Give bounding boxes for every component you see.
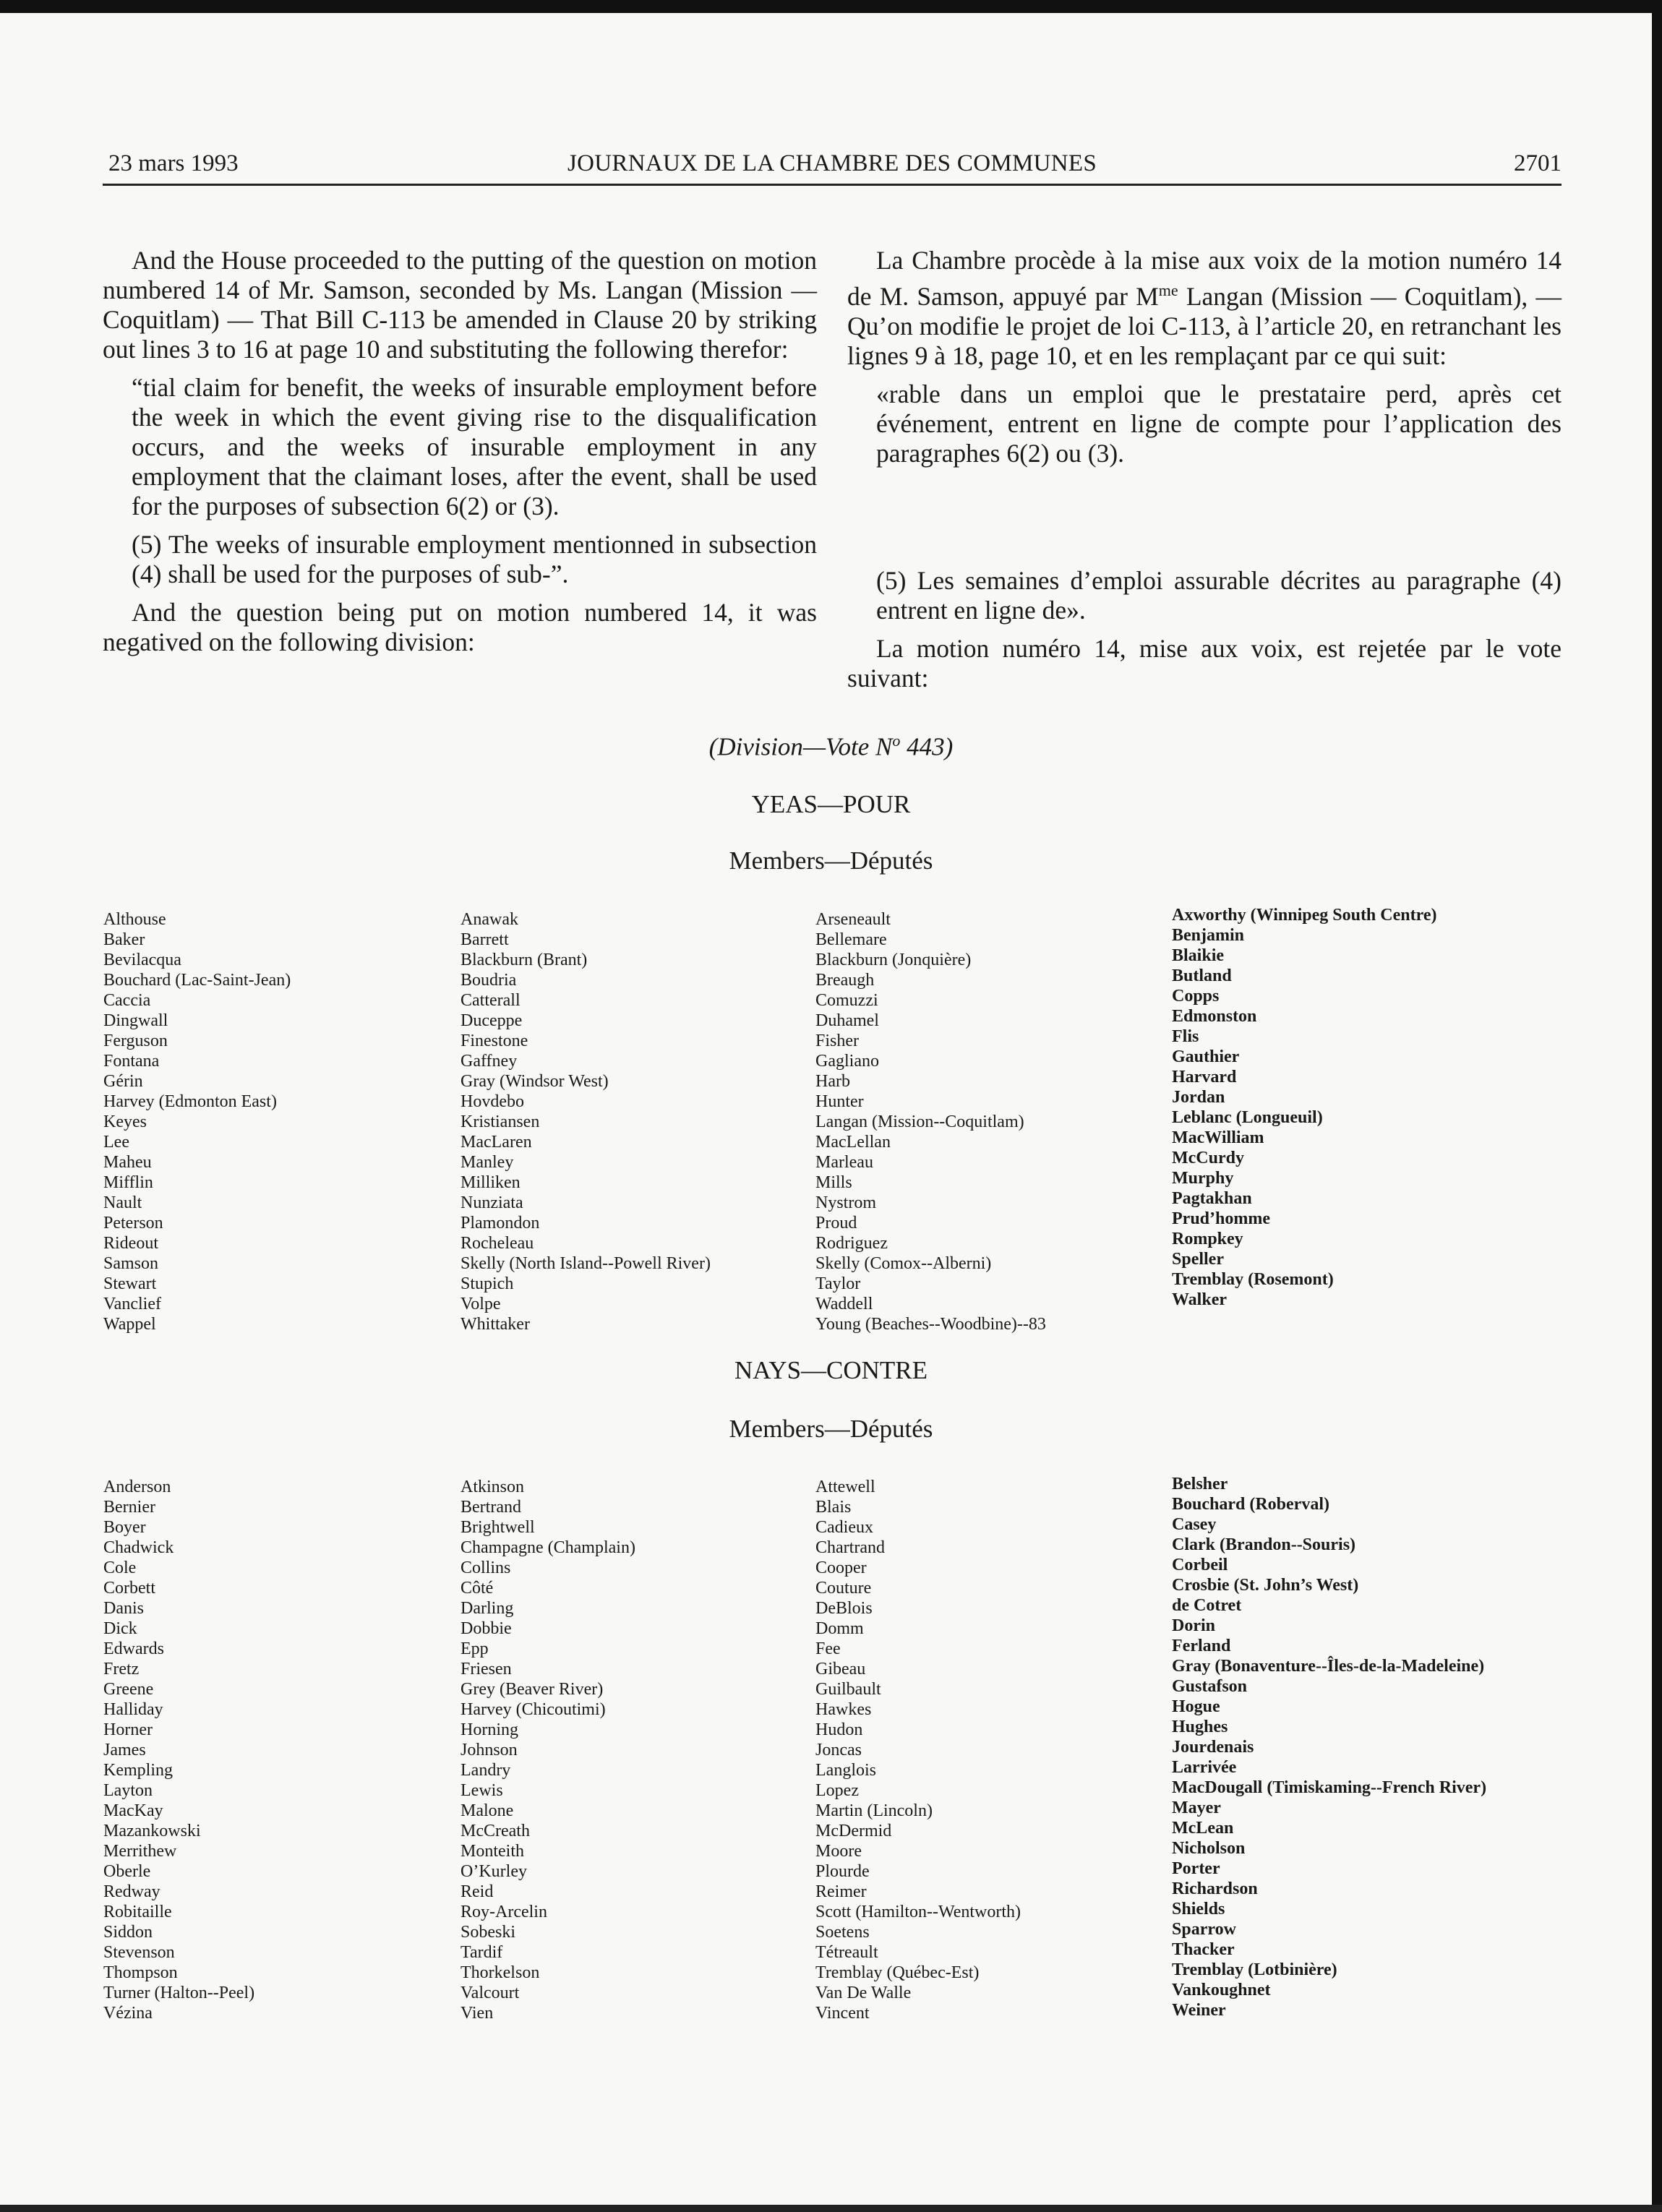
- member-name: Tremblay (Lotbinière): [1172, 1960, 1337, 1979]
- french-column: [847, 246, 1562, 693]
- member-name: Plamondon: [461, 1214, 540, 1233]
- member-name: Nault: [103, 1193, 142, 1212]
- member-name: Tardif: [461, 1943, 503, 1962]
- member-name: Dick: [103, 1619, 137, 1638]
- member-name: Horning: [461, 1720, 518, 1739]
- member-name: Harb: [815, 1072, 850, 1091]
- member-name: MacKay: [103, 1801, 163, 1820]
- member-name: Larrivée: [1172, 1758, 1237, 1777]
- member-name: Baker: [103, 930, 145, 949]
- member-name: Young (Beaches--Woodbine)--83: [815, 1315, 1046, 1334]
- member-name: Milliken: [461, 1173, 521, 1192]
- member-name: Proud: [815, 1214, 857, 1233]
- member-name: Dobbie: [461, 1619, 512, 1638]
- member-name: Landry: [461, 1761, 511, 1780]
- member-name: Gibeau: [815, 1660, 866, 1679]
- member-name: Bouchard (Roberval): [1172, 1495, 1329, 1514]
- member-name: Comuzzi: [815, 991, 878, 1010]
- member-name: Blackburn (Brant): [461, 951, 588, 969]
- member-name: Couture: [815, 1579, 872, 1598]
- member-name: Hughes: [1172, 1718, 1228, 1736]
- member-name: Bellemare: [815, 930, 887, 949]
- member-name: Nicholson: [1172, 1839, 1246, 1858]
- member-name: Weiner: [1172, 2001, 1226, 2020]
- member-name: Monteith: [461, 1842, 524, 1861]
- member-name: Vankoughnet: [1172, 1981, 1271, 1999]
- member-name: Guilbault: [815, 1680, 881, 1699]
- member-name: Shields: [1172, 1900, 1225, 1919]
- member-name: Gustafson: [1172, 1677, 1248, 1696]
- member-name: Scott (Hamilton--Wentworth): [815, 1903, 1021, 1921]
- member-name: Flis: [1172, 1027, 1199, 1046]
- english-result: And the question being put on motion numbered 14, it was negatived on the following division:: [103, 598, 817, 656]
- member-name: Mills: [815, 1173, 852, 1192]
- member-name: de Cotret: [1172, 1596, 1242, 1615]
- member-name: Tétreault: [815, 1943, 878, 1962]
- nays-column-2: [461, 1477, 635, 2023]
- member-name: Kempling: [103, 1761, 173, 1780]
- member-name: Vézina: [103, 2004, 153, 2023]
- member-name: Langlois: [815, 1761, 876, 1780]
- member-name: Cooper: [815, 1559, 867, 1577]
- running-header: [103, 150, 1562, 182]
- member-name: Kristiansen: [461, 1113, 540, 1131]
- member-name: Reid: [461, 1882, 494, 1901]
- member-name: Taylor: [815, 1274, 861, 1293]
- member-name: Redway: [103, 1882, 160, 1901]
- member-name: Friesen: [461, 1660, 512, 1679]
- member-name: Hovdebo: [461, 1092, 524, 1111]
- member-name: Belsher: [1172, 1475, 1228, 1493]
- member-name: Catterall: [461, 991, 521, 1010]
- member-name: Caccia: [103, 991, 151, 1010]
- member-name: Stupich: [461, 1274, 514, 1293]
- member-name: Waddell: [815, 1295, 873, 1313]
- member-name: Murphy: [1172, 1169, 1234, 1188]
- member-name: Thacker: [1172, 1940, 1235, 1959]
- member-name: Gray (Bonaventure--Îles-de-la-Madeleine): [1172, 1657, 1485, 1676]
- member-name: Cole: [103, 1559, 137, 1577]
- member-name: Reimer: [815, 1882, 867, 1901]
- member-name: McDermid: [815, 1822, 892, 1840]
- member-name: Maheu: [103, 1153, 152, 1172]
- member-name: Soetens: [815, 1923, 870, 1942]
- member-name: Bevilacqua: [103, 951, 181, 969]
- member-name: Anderson: [103, 1478, 171, 1496]
- member-name: Jourdenais: [1172, 1738, 1254, 1757]
- member-name: Hunter: [815, 1092, 864, 1111]
- english-quote-2: (5) The weeks of insurable employment mentionned in subsection (4) shall be used for the purposes of sub-”.: [132, 530, 817, 588]
- member-name: Leblanc (Longueuil): [1172, 1108, 1323, 1127]
- member-name: Fee: [815, 1639, 841, 1658]
- member-name: Tremblay (Rosemont): [1172, 1270, 1334, 1289]
- member-name: Brightwell: [461, 1518, 535, 1537]
- member-name: Thorkelson: [461, 1963, 540, 1982]
- member-name: Turner (Halton--Peel): [103, 1984, 255, 2002]
- member-name: Nunziata: [461, 1193, 523, 1212]
- french-quote-2: (5) Les semaines d’emploi assurable décrites au paragraphe (4) entrent en ligne de».: [876, 565, 1562, 625]
- member-name: Champagne (Champlain): [461, 1538, 635, 1557]
- member-name: James: [103, 1741, 146, 1759]
- member-name: Martin (Lincoln): [815, 1801, 933, 1820]
- member-name: Benjamin: [1172, 926, 1245, 945]
- member-name: McCreath: [461, 1822, 530, 1840]
- scan-border-right: [1652, 0, 1662, 2212]
- member-name: Layton: [103, 1781, 153, 1800]
- page-number: 2701: [1514, 150, 1562, 176]
- member-name: Prud’homme: [1172, 1209, 1270, 1228]
- member-name: Samson: [103, 1254, 159, 1273]
- yeas-column-2: [461, 909, 711, 1334]
- member-name: Skelly (North Island--Powell River): [461, 1254, 711, 1273]
- member-name: Thompson: [103, 1963, 178, 1982]
- member-name: Corbeil: [1172, 1556, 1228, 1574]
- member-name: Boyer: [103, 1518, 146, 1537]
- nays-column-3: [815, 1477, 1021, 2023]
- member-name: Oberle: [103, 1862, 151, 1881]
- member-name: Merrithew: [103, 1842, 177, 1861]
- member-name: Bouchard (Lac-Saint-Jean): [103, 971, 291, 990]
- header-rule: [103, 184, 1562, 186]
- header-title: JOURNAUX DE LA CHAMBRE DES COMMUNES: [567, 150, 1097, 176]
- member-name: Clark (Brandon--Souris): [1172, 1535, 1356, 1554]
- member-name: Arseneault: [815, 910, 891, 929]
- member-name: Cadieux: [815, 1518, 873, 1537]
- member-name: Bertrand: [461, 1498, 521, 1517]
- member-name: Lopez: [815, 1781, 859, 1800]
- member-name: Boudria: [461, 971, 517, 990]
- member-name: Van De Walle: [815, 1984, 912, 2002]
- member-name: Gaffney: [461, 1052, 518, 1071]
- yeas-members-list: [103, 906, 1571, 1343]
- member-name: Althouse: [103, 910, 166, 929]
- member-name: Rocheleau: [461, 1234, 534, 1253]
- member-name: Domm: [815, 1619, 864, 1638]
- member-name: Copps: [1172, 987, 1220, 1006]
- member-name: Corbett: [103, 1579, 155, 1598]
- member-name: Fretz: [103, 1660, 140, 1679]
- member-name: Chartrand: [815, 1538, 885, 1557]
- member-name: Nystrom: [815, 1193, 876, 1212]
- member-name: Greene: [103, 1680, 154, 1699]
- member-name: McCurdy: [1172, 1149, 1244, 1167]
- member-name: Sparrow: [1172, 1920, 1236, 1939]
- english-quote-1: “tial claim for benefit, the weeks of insurable employment before the week in which the event giving rise to the disqualification occurs, and the weeks of insurable employment in any employment that the claimant loses, after the event, shall be used for the purposes of subsection 6(2) or (3).: [132, 373, 817, 520]
- member-name: Breaugh: [815, 971, 875, 990]
- member-name: Gray (Windsor West): [461, 1072, 609, 1091]
- member-name: Vien: [461, 2004, 494, 2023]
- member-name: Attewell: [815, 1478, 875, 1496]
- member-name: Collins: [461, 1559, 511, 1577]
- yeas-column-1: [103, 909, 291, 1334]
- member-name: Peterson: [103, 1214, 163, 1233]
- member-name: Ferland: [1172, 1637, 1231, 1655]
- member-name: Gagliano: [815, 1052, 879, 1071]
- member-name: Fisher: [815, 1032, 859, 1050]
- yeas-subheading: Members—Députés: [729, 846, 933, 875]
- member-name: Gauthier: [1172, 1047, 1240, 1066]
- member-name: Volpe: [461, 1295, 501, 1313]
- member-name: Chadwick: [103, 1538, 174, 1557]
- member-name: Danis: [103, 1599, 144, 1618]
- member-name: Côté: [461, 1579, 494, 1598]
- member-name: Bernier: [103, 1498, 155, 1517]
- member-name: Rodriguez: [815, 1234, 888, 1253]
- member-name: Speller: [1172, 1250, 1224, 1269]
- member-name: Stevenson: [103, 1943, 175, 1962]
- yeas-heading: YEAS—POUR: [751, 790, 911, 818]
- member-name: Stewart: [103, 1274, 157, 1293]
- member-name: Lewis: [461, 1781, 503, 1800]
- member-name: Wappel: [103, 1315, 156, 1334]
- member-name: Marleau: [815, 1153, 873, 1172]
- member-name: Manley: [461, 1153, 514, 1172]
- member-name: Blais: [815, 1498, 852, 1517]
- member-name: Duceppe: [461, 1011, 523, 1030]
- member-name: Atkinson: [461, 1478, 525, 1496]
- french-quote-1: «rable dans un emploi que le prestataire perd, après cet événement, entrent en ligne de compte pour l’application des paragraphes 6(2) ou (3).: [876, 379, 1562, 468]
- yeas-column-3: [815, 909, 1046, 1334]
- member-name: Jordan: [1172, 1088, 1225, 1107]
- french-result: La motion numéro 14, mise aux voix, est rejetée par le vote suivant:: [847, 633, 1562, 693]
- member-name: Mayer: [1172, 1799, 1221, 1817]
- member-name: Mazankowski: [103, 1822, 201, 1840]
- member-name: Casey: [1172, 1515, 1217, 1534]
- member-name: Malone: [461, 1801, 514, 1820]
- member-name: Mifflin: [103, 1173, 153, 1192]
- nays-members-list: [103, 1477, 1571, 2033]
- member-name: Pagtakhan: [1172, 1189, 1252, 1208]
- member-name: Robitaille: [103, 1903, 172, 1921]
- member-name: O’Kurley: [461, 1862, 527, 1881]
- english-column: [103, 246, 817, 657]
- member-name: Crosbie (St. John’s West): [1172, 1576, 1359, 1595]
- member-name: Tremblay (Québec-Est): [815, 1963, 980, 1982]
- member-name: Roy-Arcelin: [461, 1903, 547, 1921]
- member-name: Blaikie: [1172, 946, 1225, 965]
- member-name: Edwards: [103, 1639, 164, 1658]
- member-name: Hudon: [815, 1720, 863, 1739]
- member-name: Langan (Mission--Coquitlam): [815, 1113, 1024, 1131]
- member-name: MacLellan: [815, 1133, 891, 1152]
- member-name: Richardson: [1172, 1879, 1258, 1898]
- member-name: MacDougall (Timiskaming--French River): [1172, 1778, 1487, 1797]
- member-name: Joncas: [815, 1741, 862, 1759]
- member-name: Vanclief: [103, 1295, 161, 1313]
- member-name: Valcourt: [461, 1984, 520, 2002]
- member-name: Hawkes: [815, 1700, 872, 1719]
- member-name: Grey (Beaver River): [461, 1680, 604, 1699]
- member-name: Gérin: [103, 1072, 143, 1091]
- member-name: Duhamel: [815, 1011, 879, 1030]
- member-name: Harvey (Chicoutimi): [461, 1700, 606, 1719]
- member-name: Harvard: [1172, 1068, 1237, 1086]
- member-name: Keyes: [103, 1113, 147, 1131]
- french-intro: La Chambre procède à la mise aux voix de la motion numéro 14 de M. Samson, appuyé par $M^{me}$ Langan (Mission — Coquitlam), — Qu’on modifie le projet de loi C-113, à l’article 20, en retranchant les lignes 9 à 18, page 10, et en les remplaçant par ce qui suit:: [847, 246, 1562, 370]
- nays-column-4: [1172, 1474, 1486, 2020]
- nays-column-1: [103, 1477, 254, 2023]
- scan-border-bottom: [0, 2205, 1662, 2212]
- member-name: Edmonston: [1172, 1007, 1257, 1026]
- yeas-column-4: [1172, 905, 1436, 1310]
- member-name: Horner: [103, 1720, 153, 1739]
- member-name: Sobeski: [461, 1923, 516, 1942]
- member-name: Whittaker: [461, 1315, 530, 1334]
- member-name: Blackburn (Jonquière): [815, 951, 972, 969]
- member-name: Epp: [461, 1639, 489, 1658]
- member-name: MacLaren: [461, 1133, 532, 1152]
- member-name: Finestone: [461, 1032, 528, 1050]
- member-name: Lee: [103, 1133, 129, 1152]
- member-name: Barrett: [461, 930, 509, 949]
- member-name: Vincent: [815, 2004, 870, 2023]
- member-name: Walker: [1172, 1290, 1227, 1309]
- header-date: 23 mars 1993: [108, 150, 239, 176]
- member-name: Fontana: [103, 1052, 160, 1071]
- member-name: Darling: [461, 1599, 514, 1618]
- member-name: Moore: [815, 1842, 862, 1861]
- scan-border-top: [0, 0, 1662, 13]
- member-name: Dingwall: [103, 1011, 168, 1030]
- member-name: Anawak: [461, 910, 518, 929]
- member-name: Ferguson: [103, 1032, 168, 1050]
- member-name: Butland: [1172, 966, 1232, 985]
- english-intro: And the House proceeded to the putting of the question on motion numbered 14 of Mr. Samson, seconded by Ms. Langan (Mission — Coquitlam) — That Bill C-113 be amended in Clause 20 by striking out lines 3 to 16 at page 10 and substituting the following therefor:: [103, 246, 817, 364]
- member-name: DeBlois: [815, 1599, 873, 1618]
- member-name: MacWilliam: [1172, 1128, 1264, 1147]
- member-name: Dorin: [1172, 1616, 1215, 1635]
- member-name: McLean: [1172, 1819, 1234, 1838]
- member-name: Plourde: [815, 1862, 870, 1881]
- member-name: Axworthy (Winnipeg South Centre): [1172, 906, 1437, 925]
- member-name: Skelly (Comox--Alberni): [815, 1254, 992, 1273]
- member-name: Porter: [1172, 1859, 1220, 1878]
- member-name: Harvey (Edmonton East): [103, 1092, 277, 1111]
- nays-subheading: Members—Députés: [729, 1415, 933, 1443]
- member-name: Hogue: [1172, 1697, 1220, 1716]
- member-name: Halliday: [103, 1700, 163, 1719]
- member-name: Rideout: [103, 1234, 158, 1253]
- member-name: Rompkey: [1172, 1230, 1243, 1248]
- member-name: Siddon: [103, 1923, 153, 1942]
- nays-heading: NAYS—CONTRE: [734, 1356, 928, 1384]
- member-name: Johnson: [461, 1741, 518, 1759]
- division-label: (Division—Vote $N^o$ 443): [708, 732, 954, 761]
